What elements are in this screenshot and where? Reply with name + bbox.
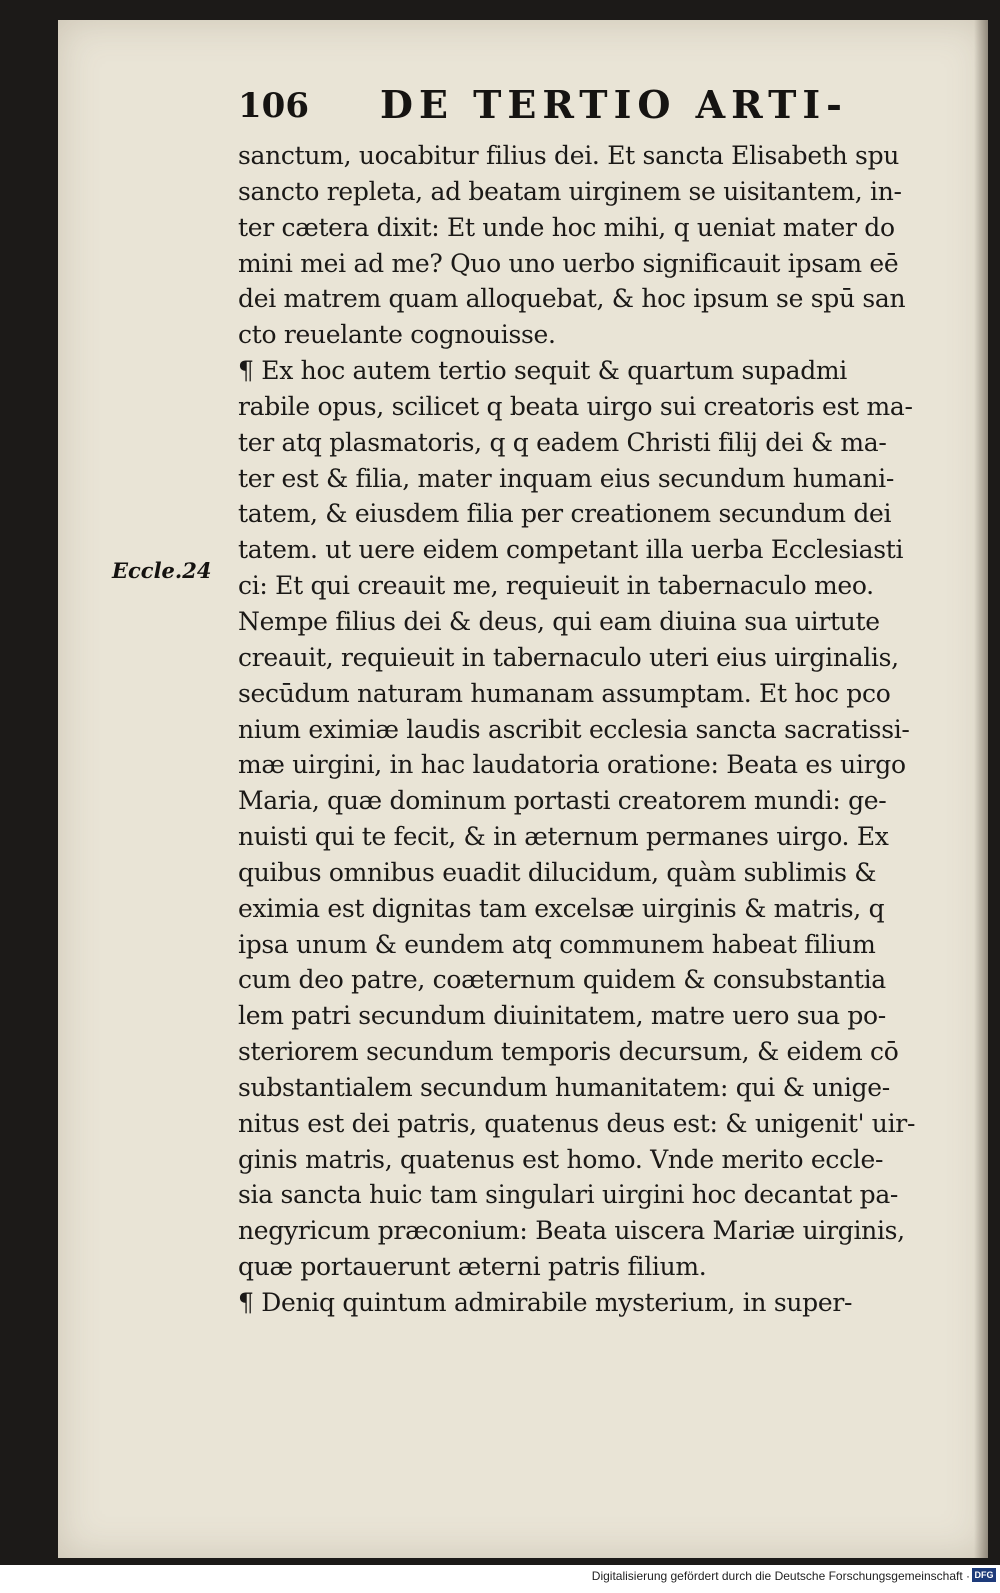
text-line: cto reuelante cognouisse. xyxy=(238,320,556,350)
text-line: sia sancta huic tam singulari uirgini hoc decantat pa- xyxy=(238,1180,899,1210)
text-line: ¶ Ex hoc autem tertio sequit & quartum supadmi xyxy=(238,356,848,386)
running-head: DE TERTIO ARTI- xyxy=(380,82,848,127)
text-line: ¶ Deniq quintum admirabile mysterium, in super- xyxy=(238,1288,853,1317)
dfg-logo: DFG xyxy=(972,1568,996,1582)
marginal-note: Eccle.24 xyxy=(112,558,212,583)
text-line: eximia est dignitas tam excelsæ uirginis & matris, q xyxy=(238,893,885,923)
text-line: ter est & filia, mater inquam eius secundum humani- xyxy=(238,463,895,493)
text-line: steriorem secundum temporis decursum, & eidem cō xyxy=(238,1037,899,1067)
page-number: 106 xyxy=(238,86,309,126)
text-line: ipsa unum & eundem atq communem habeat filium xyxy=(238,929,876,959)
text-line: substantialem secundum humanitatem: qui & unige- xyxy=(238,1072,890,1102)
text-line: cum deo patre, coæternum quidem & consubstantia xyxy=(238,965,886,995)
text-line: quibus omnibus euadit dilucidum, quàm sublimis & xyxy=(238,857,877,887)
text-line: nium eximiæ laudis ascribit ecclesia sancta sacratissi- xyxy=(238,714,910,744)
text-line: quæ portauerunt æterni patris filium. xyxy=(238,1252,707,1282)
text-line: nitus est dei patris, quatenus deus est: & unigenit' uir- xyxy=(238,1108,916,1138)
body-text xyxy=(238,138,938,1321)
text-line: sancto repleta, ad beatam uirginem se uisitantem, in- xyxy=(238,176,902,206)
text-line: Maria, quæ dominum portasti creatorem mundi: ge- xyxy=(238,786,887,816)
text-line: ter cætera dixit: Et unde hoc mihi, q ueniat mater do xyxy=(238,212,895,242)
text-line: secūdum naturam humanam assumptam. Et hoc pco xyxy=(238,678,891,708)
text-line: creauit, requieuit in tabernaculo uteri eius uirginalis, xyxy=(238,642,899,672)
text-line: sanctum, uocabitur filius dei. Et sancta Elisabeth spu xyxy=(238,141,900,170)
text-line: tatem. ut uere eidem competant illa uerba Ecclesiasti xyxy=(238,535,904,565)
text-line: nuisti qui te fecit, & in æternum permanes uirgo. Ex xyxy=(238,822,889,852)
text-line: tatem, & eiusdem filia per creationem secundum dei xyxy=(238,499,892,529)
text-line: ginis matris, quatenus est homo. Vnde merito eccle- xyxy=(238,1144,884,1174)
text-line: ter atq plasmatoris, q q eadem Christi filij dei & ma- xyxy=(238,427,887,457)
text-line: dei matrem quam alloquebat, & hoc ipsum se spū san xyxy=(238,284,906,314)
text-line: mæ uirgini, in hac laudatoria oratione: Beata es uirgo xyxy=(238,750,906,780)
text-line: ci: Et qui creauit me, requieuit in tabernaculo meo. xyxy=(238,571,874,601)
text-line: Nempe filius dei & deus, qui eam diuina sua uirtute xyxy=(238,606,880,636)
text-line: mini mei ad me? Quo uno uerbo significauit ipsam eē xyxy=(238,248,899,278)
text-line: rabile opus, scilicet q beata uirgo sui creatoris est ma- xyxy=(238,391,913,421)
text-line: negyricum præconium: Beata uiscera Mariæ uirginis, xyxy=(238,1216,905,1246)
book-page xyxy=(58,20,988,1558)
digitization-credit: Digitalisierung gefördert durch die Deutsche Forschungsgemeinschaft · xyxy=(591,1569,970,1583)
text-line: lem patri secundum diuinitatem, matre uero sua po- xyxy=(238,1001,886,1031)
